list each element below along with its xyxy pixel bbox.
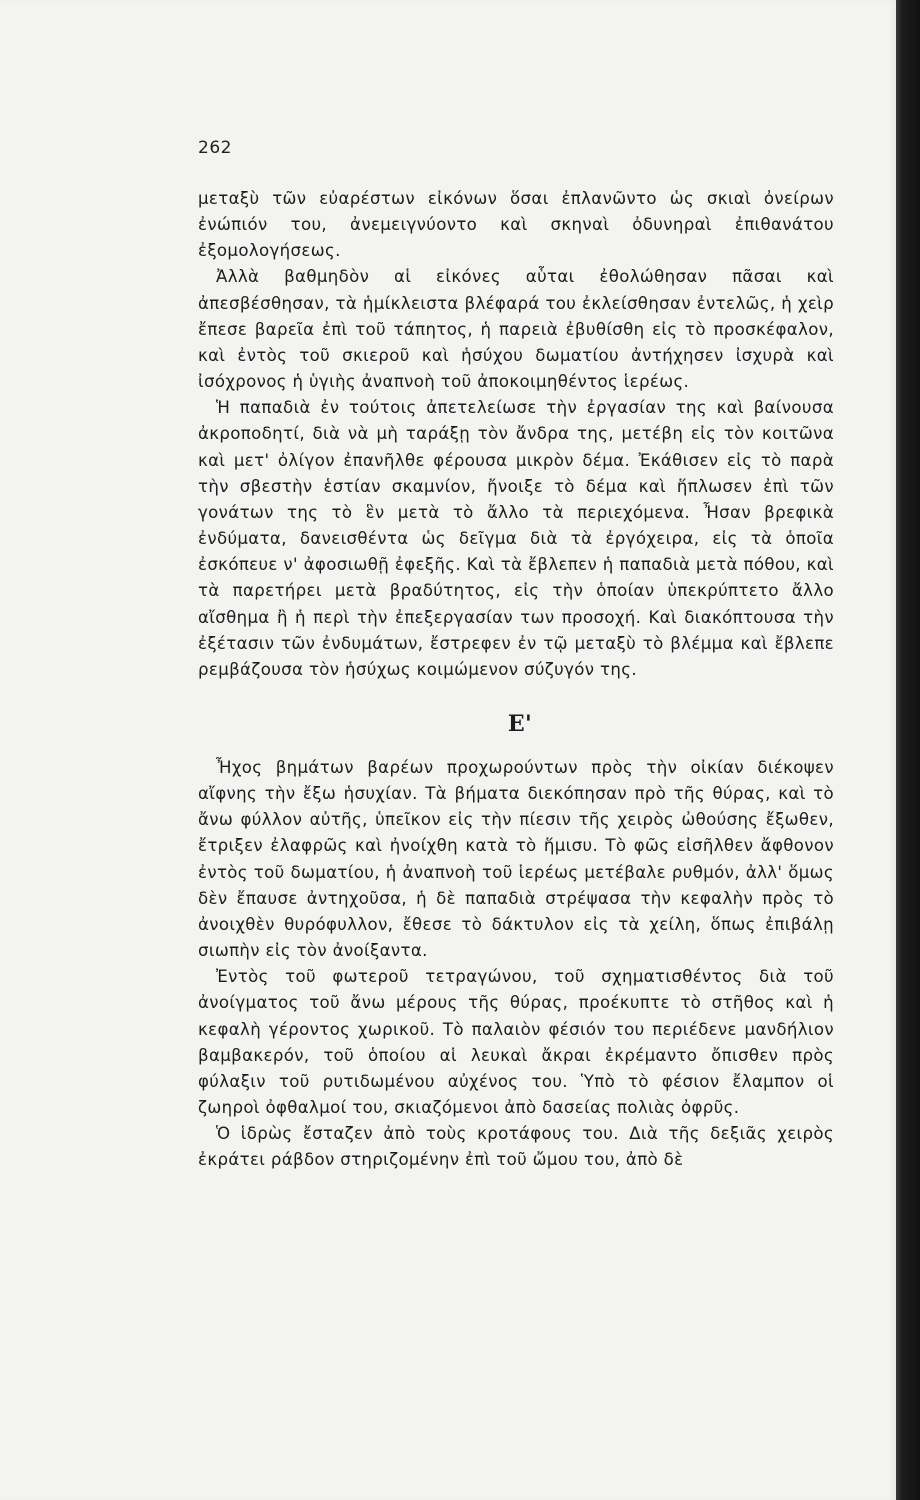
- page-number: 262: [198, 138, 232, 158]
- body-text: [198, 186, 834, 1173]
- paragraph-continuation: μεταξὺ τῶν εὐαρέστων εἰκόνων ὅσαι ἐπλανῶντο ὡς σκιαὶ ὀνείρων ἐνώπιόν του, ἀνεμειγνύοντο καὶ σκηναὶ ὀδυνηραὶ ἐπιθανάτου ἐξομολογήσεως.: [198, 189, 834, 261]
- paragraph: Ἀλλὰ βαθμηδὸν αἱ εἰκόνες αὗται ἐθολώθησαν πᾶσαι καὶ ἀπεσβέσθησαν, τὰ ἡμίκλειστα βλέφαρά του ἐκλείσθησαν ἐντελῶς, ἡ χεὶρ ἔπεσε βαρεῖα ἐπὶ τοῦ τάπητος, ἡ παρειὰ ἐβυθίσθη εἰς τὸ προσκέφαλον, καὶ ἐντὸς τοῦ σκιεροῦ καὶ ἡσύχου δωματίου ἀντήχησεν ἰσχυρὰ καὶ ἰσόχρονος ἡ ὑγιὴς ἀναπνοὴ τοῦ ἀποκοιμηθέντος ἱερέως.: [198, 267, 834, 392]
- paragraph: Ὁ ἱδρὼς ἔσταζεν ἀπὸ τοὺς κροτάφους του. Διὰ τῆς δεξιᾶς χειρὸς ἐκράτει ράβδον στηριζομένην ἐπὶ τοῦ ὤμου του, ἀπὸ δὲ: [198, 1124, 834, 1170]
- section-heading: Ε': [507, 710, 533, 737]
- scan-edge: [896, 0, 920, 1500]
- paragraph: Ἡ παπαδιὰ ἐν τούτοις ἀπετελείωσε τὴν ἐργασίαν της καὶ βαίνουσα ἀκροποδητί, διὰ νὰ μὴ ταράξῃ τὸν ἄνδρα της, μετέβη εἰς τὸν κοιτῶνα καὶ μετ' ὀλίγον ἐπανῆλθε φέρουσα μικρὸν δέμα. Ἐκάθισεν εἰς τὸ παρὰ τὴν σβεστὴν ἑστίαν σκαμνίον, ἤνοιξε τὸ δέμα καὶ ἥπλωσεν ἐπὶ τῶν γονάτων της τὸ ἓν μετὰ τὸ ἄλλο τὰ περιεχόμενα. Ἦσαν βρεφικὰ ἐνδύματα, δανεισθέντα ὡς δεῖγμα διὰ τὰ ἐργόχειρα, εἰς τὰ ὁποῖα ἐσκόπευε ν' ἀφοσιωθῇ ἐφεξῆς. Καὶ τὰ ἔβλεπεν ἡ παπαδιὰ μετὰ πόθου, καὶ τὰ παρετήρει μετὰ βραδύτητος, εἰς τὴν ὁποίαν ὑπεκρύπτετο ἄλλο αἴσθημα ἢ ἡ περὶ τὴν ἐπεξεργασίαν των προσοχή. Καὶ διακόπτουσα τὴν ἐξέτασιν τῶν ἐνδυμάτων, ἔστρεφεν ἐν τῷ μεταξὺ τὸ βλέμμα καὶ ἔβλεπε ρεμβάζουσα τὸν ἡσύχως κοιμώμενον σύζυγόν της.: [198, 398, 834, 679]
- paragraph: Ἐντὸς τοῦ φωτεροῦ τετραγώνου, τοῦ σχηματισθέντος διὰ τοῦ ἀνοίγματος τοῦ ἄνω μέρους τῆς θύρας, προέκυπτε τὸ στῆθος καὶ ἡ κεφαλὴ γέροντος χωρικοῦ. Τὸ παλαιὸν φέσιόν του περιέδενε μανδήλιον βαμβακερόν, τοῦ ὁποίου αἱ λευκαὶ ἄκραι ἐκρέμαντο ὄπισθεν πρὸς φύλαξιν τοῦ ρυτιδωμένου αὐχένος του. Ὑπὸ τὸ φέσιον ἔλαμπον οἱ ζωηροὶ ὀφθαλμοί του, σκιαζόμενοι ἀπὸ δασείας πολιὰς ὀφρῦς.: [198, 967, 834, 1117]
- paragraph: Ἦχος βημάτων βαρέων προχωρούντων πρὸς τὴν οἰκίαν διέκοψεν αἴφνης τὴν ἔξω ἡσυχίαν. Τὰ βήματα διεκόπησαν πρὸ τῆς θύρας, καὶ τὸ ἄνω φύλλον αὐτῆς, ὑπεῖκον εἰς τὴν πίεσιν τῆς χειρὸς ὠθούσης ἔξωθεν, ἔτριξεν ἐλαφρῶς καὶ ἠνοίχθη κατὰ τὸ ἥμισυ. Τὸ φῶς εἰσῆλθεν ἄφθονον ἐντὸς τοῦ δωματίου, ἡ ἀναπνοὴ τοῦ ἱερέως μετέβαλε ρυθμόν, ἀλλ' ὅμως δὲν ἔπαυσε ἀντηχοῦσα, ἡ δὲ παπαδιὰ στρέψασα τὴν κεφαλὴν πρὸς τὸ ἀνοιχθὲν θυρόφυλλον, ἔθεσε τὸ δάκτυλον εἰς τὰ χείλη, ὅπως ἐπιβάλῃ σιωπὴν εἰς τὸν ἀνοίξαντα.: [198, 757, 834, 961]
